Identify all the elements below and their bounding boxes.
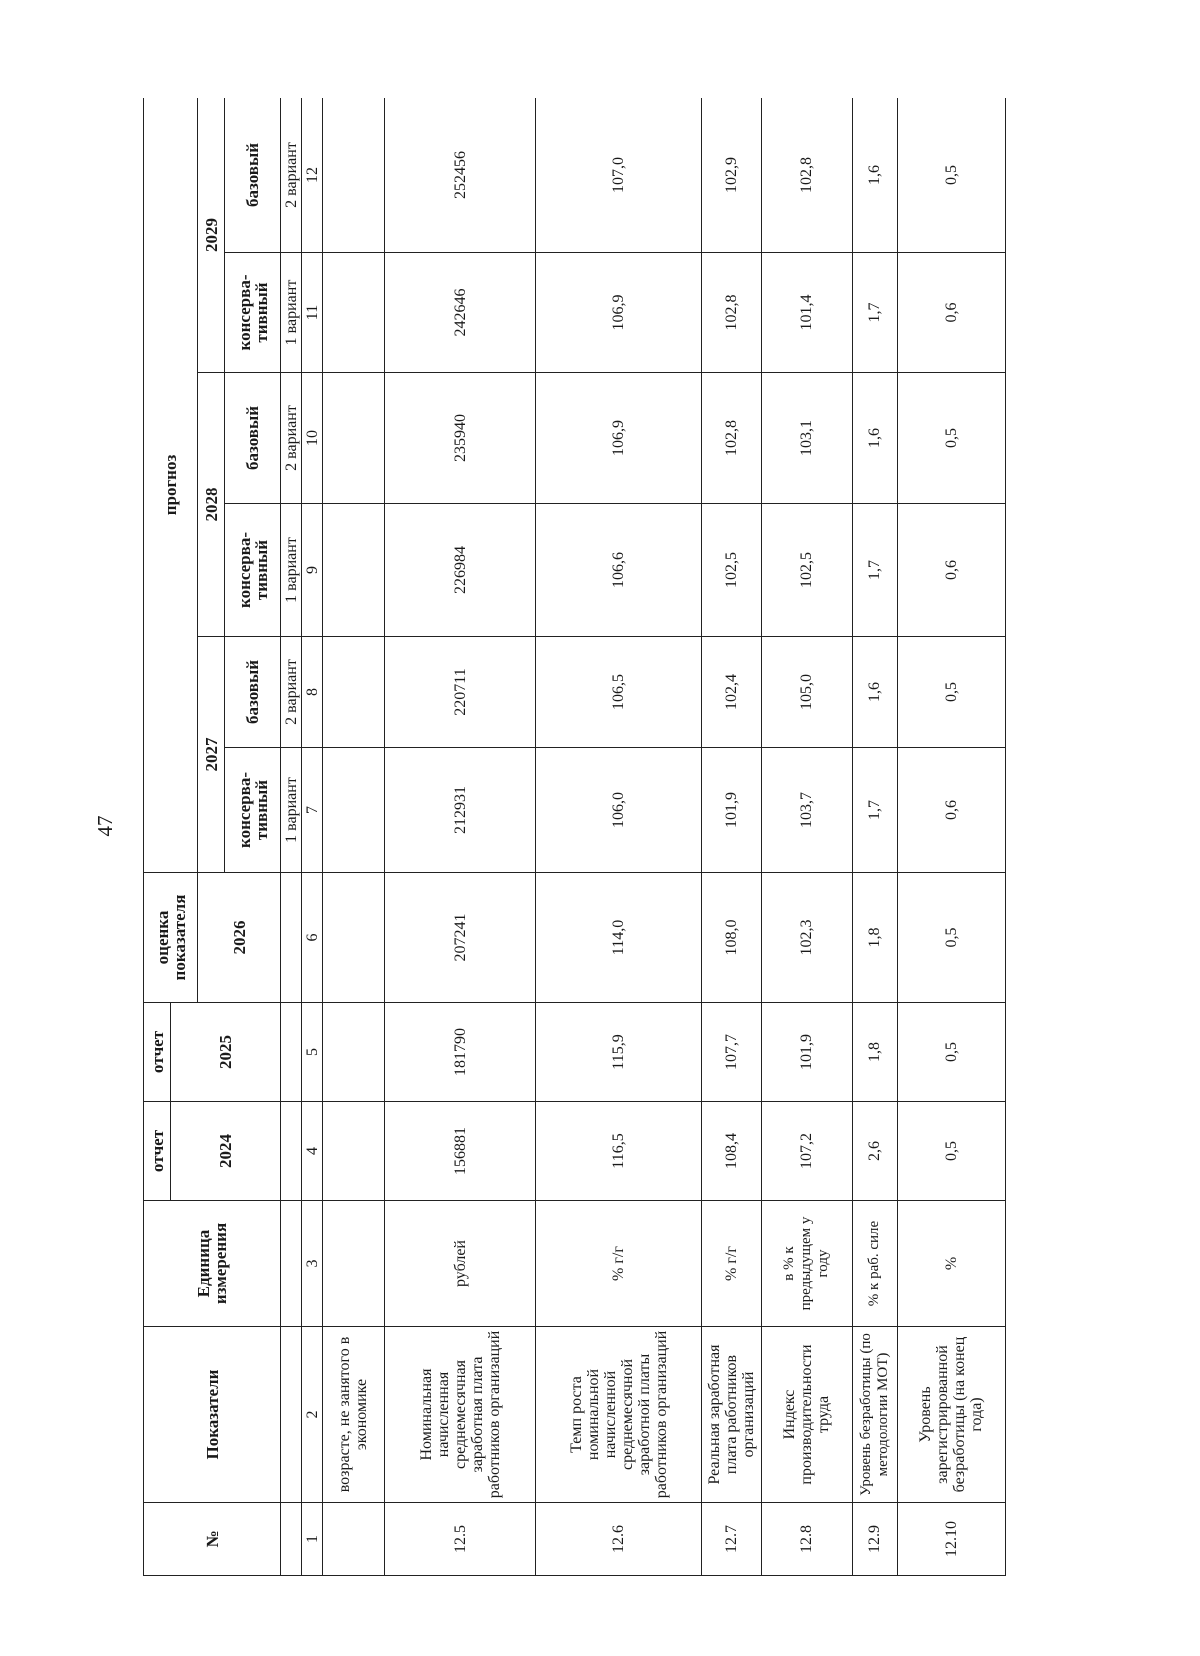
header-forecast: прогноз: [144, 98, 198, 873]
row-value: 242646: [384, 253, 536, 373]
row-value: 0,6: [897, 748, 1005, 873]
row-value: [323, 373, 385, 504]
row-value: [323, 1102, 385, 1201]
row-value: 101,9: [761, 1003, 852, 1102]
header-estimate: оценка показателя: [144, 873, 198, 1003]
column-number: 11: [302, 253, 323, 373]
column-number: 1: [302, 1503, 323, 1576]
row-value: 102,9: [702, 98, 761, 253]
row-indicator: Уровень безработицы (по методологии МОТ): [853, 1327, 898, 1503]
row-value: [323, 748, 385, 873]
row-value: 107,0: [536, 98, 702, 253]
header-unit: Единица измерения: [144, 1201, 281, 1327]
variant-2028-1: 1 вариант: [281, 504, 302, 637]
header-indicator: Показатели: [144, 1327, 281, 1503]
header-2029-base: базовый: [225, 98, 281, 253]
variant-blank: [281, 1503, 302, 1576]
row-value: 102,3: [761, 873, 852, 1003]
column-number: 4: [302, 1102, 323, 1201]
table-row: [536, 98, 702, 1576]
row-value: 101,9: [702, 748, 761, 873]
row-value: 103,7: [761, 748, 852, 873]
row-value: 1,7: [853, 504, 898, 637]
row-indicator: возрасте, не занятого в экономике: [323, 1327, 385, 1503]
row-value: 102,8: [702, 253, 761, 373]
row-value: 0,5: [897, 1102, 1005, 1201]
row-value: 116,5: [536, 1102, 702, 1201]
column-number: 5: [302, 1003, 323, 1102]
row-value: 0,5: [897, 637, 1005, 748]
rotated-table-container: [143, 98, 1006, 1576]
row-value: 1,6: [853, 98, 898, 253]
variant-2028-2: 2 вариант: [281, 373, 302, 504]
row-value: 115,9: [536, 1003, 702, 1102]
variant-blank: [281, 1003, 302, 1102]
column-number: 10: [302, 373, 323, 504]
header-year-2026: 2026: [198, 873, 281, 1003]
row-value: 2,6: [853, 1102, 898, 1201]
header-report-2024: отчет: [144, 1102, 171, 1201]
row-value: 108,4: [702, 1102, 761, 1201]
row-value: 102,5: [702, 504, 761, 637]
table-row: [384, 98, 536, 1576]
header-2027-base: базовый: [225, 637, 281, 748]
row-value: 212931: [384, 748, 536, 873]
row-value: 102,4: [702, 637, 761, 748]
column-number: 12: [302, 98, 323, 253]
row-value: 106,9: [536, 253, 702, 373]
row-value: 108,0: [702, 873, 761, 1003]
row-indicator: Уровень зарегистрированной безработицы (на конец года): [897, 1327, 1005, 1503]
variant-blank: [281, 1327, 302, 1503]
table-row: [761, 98, 852, 1576]
variant-blank: [281, 873, 302, 1003]
header-year-2025: 2025: [171, 1003, 281, 1102]
row-num: 12.7: [702, 1503, 761, 1576]
table-row: [853, 98, 898, 1576]
row-value: [323, 1003, 385, 1102]
page-number: 47: [93, 815, 117, 837]
row-unit: % к раб. силе: [853, 1201, 898, 1327]
column-number: 3: [302, 1201, 323, 1327]
row-value: [323, 98, 385, 253]
row-value: 106,0: [536, 748, 702, 873]
header-year-2024: 2024: [171, 1102, 281, 1201]
row-indicator: Индекс производительности труда: [761, 1327, 852, 1503]
row-value: 0,5: [897, 873, 1005, 1003]
column-number: 2: [302, 1327, 323, 1503]
row-indicator: Реальная заработная плата работников организаций: [702, 1327, 761, 1503]
row-value: 235940: [384, 373, 536, 504]
row-value: 207241: [384, 873, 536, 1003]
row-value: 1,7: [853, 748, 898, 873]
row-value: 0,5: [897, 373, 1005, 504]
row-value: 1,7: [853, 253, 898, 373]
row-value: 102,8: [702, 373, 761, 504]
table-wrapper: [143, 98, 1006, 1576]
header-2028-conservative: консерва-тивный: [225, 504, 281, 637]
row-value: 1,6: [853, 637, 898, 748]
variant-blank: [281, 1201, 302, 1327]
row-value: 1,8: [853, 873, 898, 1003]
table-row: [323, 98, 385, 1576]
row-indicator: Темп роста номинальной начисленной среднемесячной заработной платы работников организаций: [536, 1327, 702, 1503]
row-value: [323, 253, 385, 373]
row-value: 0,6: [897, 504, 1005, 637]
row-num: 12.8: [761, 1503, 852, 1576]
row-value: 101,4: [761, 253, 852, 373]
forecast-table: [143, 98, 1006, 1576]
column-number: 9: [302, 504, 323, 637]
row-value: [323, 504, 385, 637]
variant-2029-2: 2 вариант: [281, 98, 302, 253]
row-value: 106,5: [536, 637, 702, 748]
row-value: 0,6: [897, 253, 1005, 373]
row-value: 156881: [384, 1102, 536, 1201]
row-value: 106,9: [536, 373, 702, 504]
row-value: 103,1: [761, 373, 852, 504]
row-num: 12.9: [853, 1503, 898, 1576]
row-num: [323, 1503, 385, 1576]
row-unit: рублей: [384, 1201, 536, 1327]
header-2028-base: базовый: [225, 373, 281, 504]
row-value: 252456: [384, 98, 536, 253]
row-num: 12.5: [384, 1503, 536, 1576]
row-value: 1,8: [853, 1003, 898, 1102]
row-value: 0,5: [897, 1003, 1005, 1102]
row-value: 181790: [384, 1003, 536, 1102]
row-value: 0,5: [897, 98, 1005, 253]
row-value: 226984: [384, 504, 536, 637]
header-2029-conservative: консерва-тивный: [225, 253, 281, 373]
variant-blank: [281, 1102, 302, 1201]
row-value: 220711: [384, 637, 536, 748]
variant-2027-1: 1 вариант: [281, 748, 302, 873]
row-value: 105,0: [761, 637, 852, 748]
row-indicator: Номинальная начисленная среднемесячная заработная плата работников организаций: [384, 1327, 536, 1503]
row-value: 107,7: [702, 1003, 761, 1102]
table-row: [702, 98, 761, 1576]
row-value: 102,5: [761, 504, 852, 637]
row-unit: %: [897, 1201, 1005, 1327]
variant-2029-1: 1 вариант: [281, 253, 302, 373]
column-number: 7: [302, 748, 323, 873]
row-value: 107,2: [761, 1102, 852, 1201]
row-unit: % г/г: [536, 1201, 702, 1327]
column-number: 6: [302, 873, 323, 1003]
header-year-2028: 2028: [198, 373, 225, 637]
header-year-2027: 2027: [198, 637, 225, 873]
header-2027-conservative: консерва-тивный: [225, 748, 281, 873]
row-value: 1,6: [853, 373, 898, 504]
variant-2027-2: 2 вариант: [281, 637, 302, 748]
row-value: 114,0: [536, 873, 702, 1003]
table-row: [897, 98, 1005, 1576]
header-report-2025: отчет: [144, 1003, 171, 1102]
row-num: 12.6: [536, 1503, 702, 1576]
row-value: [323, 637, 385, 748]
row-unit: в % к предыдущем у году: [761, 1201, 852, 1327]
row-unit: % г/г: [702, 1201, 761, 1327]
row-value: [323, 873, 385, 1003]
row-value: 102,8: [761, 98, 852, 253]
row-value: 106,6: [536, 504, 702, 637]
column-number-row: [302, 98, 323, 1576]
header-year-2029: 2029: [198, 98, 225, 373]
header-num: №: [144, 1503, 281, 1576]
row-unit: [323, 1201, 385, 1327]
row-num: 12.10: [897, 1503, 1005, 1576]
column-number: 8: [302, 637, 323, 748]
